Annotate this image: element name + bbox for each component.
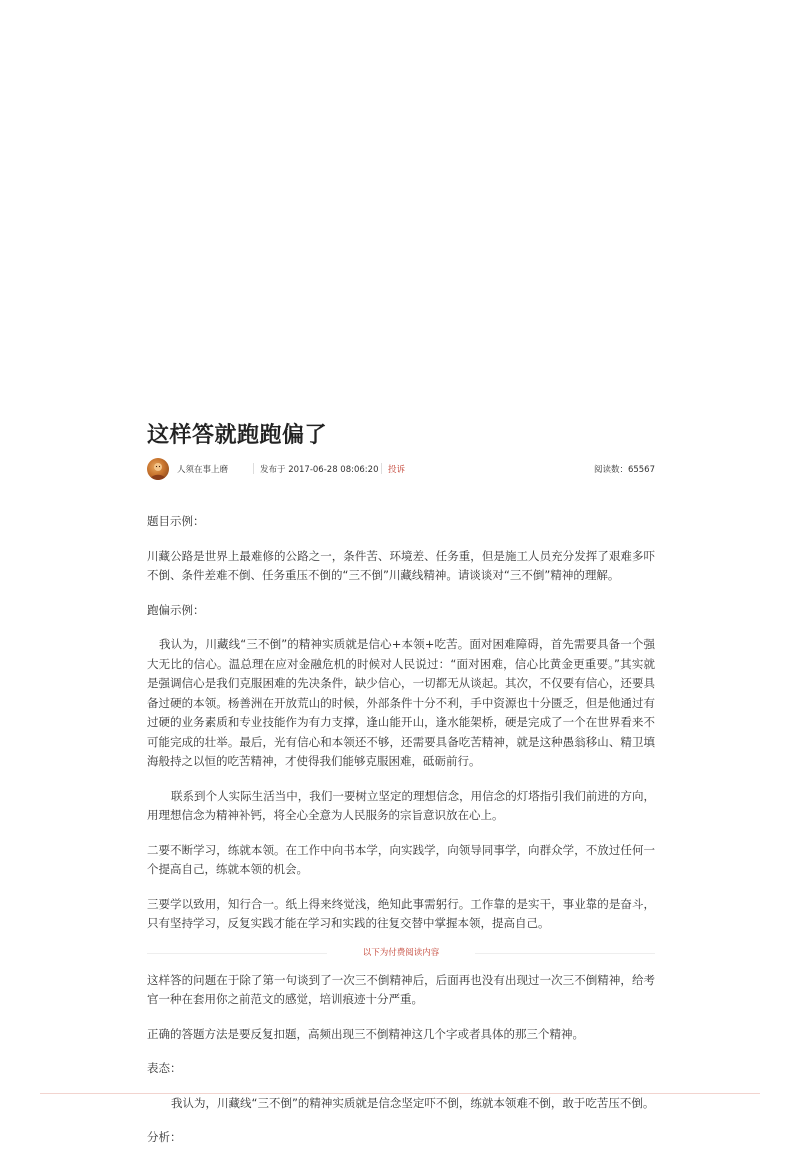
meta-divider	[253, 463, 254, 474]
paragraph: 我认为，川藏线“三不倒”的精神实质就是信心+本领+吃苦。面对困难障碍，首先需要具备一个强大无比的信心。温总理在应对金融危机的时候对人民说过：“面对困难，信心比黄金更重要。”其实就是强调信心是我们克服困难的先决条件，缺少信心，一切都无从谈起。其次，不仅要有信心，还要具备过硬的本领。杨善洲在开放荒山的时候，外部条件十分不利，手中资源也十分匮乏，但是他通过有过硬的业务素质和专业技能作为有力支撑，逢山能开山，逢水能架桥，硬是完成了一个在世界看来不可能完成的壮举。最后，光有信心和本领还不够，还需要具备吃苦精神，就是这种愚翁移山、精卫填海般持之以恒的吃苦精神，才使得我们能够克服困难，砥砺前行。	[147, 637, 655, 768]
paragraph: 联系到个人实际生活当中，我们一要树立坚定的理想信念，用信念的灯塔指引我们前进的方向，用理想信念为精神补钙，将全心全意为人民服务的宗旨意识放在心上。	[147, 788, 655, 822]
paragraph: 正确的答题方法是要反复扣题，高频出现三不倒精神这几个字或者具体的那三个精神。	[147, 1026, 584, 1041]
view-count: 阅读数：65567	[593, 465, 655, 475]
paragraph: 题目示例：	[147, 514, 205, 528]
article-title: 这样答就跑跑偏了	[147, 423, 328, 448]
article	[147, 420, 655, 1144]
paragraph: 我认为，川藏线“三不倒”的精神实质就是信念坚定吓不倒，练就本领难不倒，敢于吃苦压不倒。	[171, 1095, 655, 1110]
paragraph: 分析：	[147, 1130, 182, 1144]
paragraph: 表态：	[147, 1061, 182, 1075]
paragraph: 跑偏示例：	[147, 602, 205, 617]
meta-divider	[381, 463, 382, 474]
paragraph: 二要不断学习，练就本领。在工作中向书本学，向实践学，向领导同事学，向群众学，不放过任何一个提高自己，练就本领的机会。	[147, 842, 655, 876]
article-body	[147, 512, 655, 1163]
paywall-divider	[147, 943, 655, 963]
divider-line	[475, 953, 655, 954]
avatar-image-icon	[147, 458, 169, 480]
divider-line	[147, 953, 327, 954]
report-link[interactable]: 投诉	[388, 465, 406, 475]
avatar[interactable]	[147, 458, 169, 480]
paywall-label: 以下为付费阅读内容	[362, 947, 440, 958]
paragraph: 这样答的问题在于除了第一句谈到了一次三不倒精神后，后面再也没有出现过一次三不倒精神，给考官一种在套用你之前范文的感觉，培训痕迹十分严重。	[147, 972, 655, 1006]
article-meta	[147, 458, 655, 482]
author-name[interactable]: 人须在事上磨	[177, 465, 229, 475]
page-bottom-divider	[40, 1093, 760, 1094]
paragraph: 三要学以致用，知行合一。纸上得来终觉浅，绝知此事需躬行。工作靠的是实干，事业靠的是奋斗，只有坚持学习，反复实践才能在学习和实践的往复交替中掌握本领，提高自己。	[147, 896, 655, 930]
paragraph: 川藏公路是世界上最难修的公路之一，条件苦、环境差、任务重，但是施工人员充分发挥了艰难多吓不倒、条件差难不倒、任务重压不倒的“三不倒”川藏线精神。请谈谈对“三不倒”精神的理解。	[147, 548, 655, 582]
publish-time: 发布于 2017-06-28 08:06:20	[260, 465, 379, 475]
